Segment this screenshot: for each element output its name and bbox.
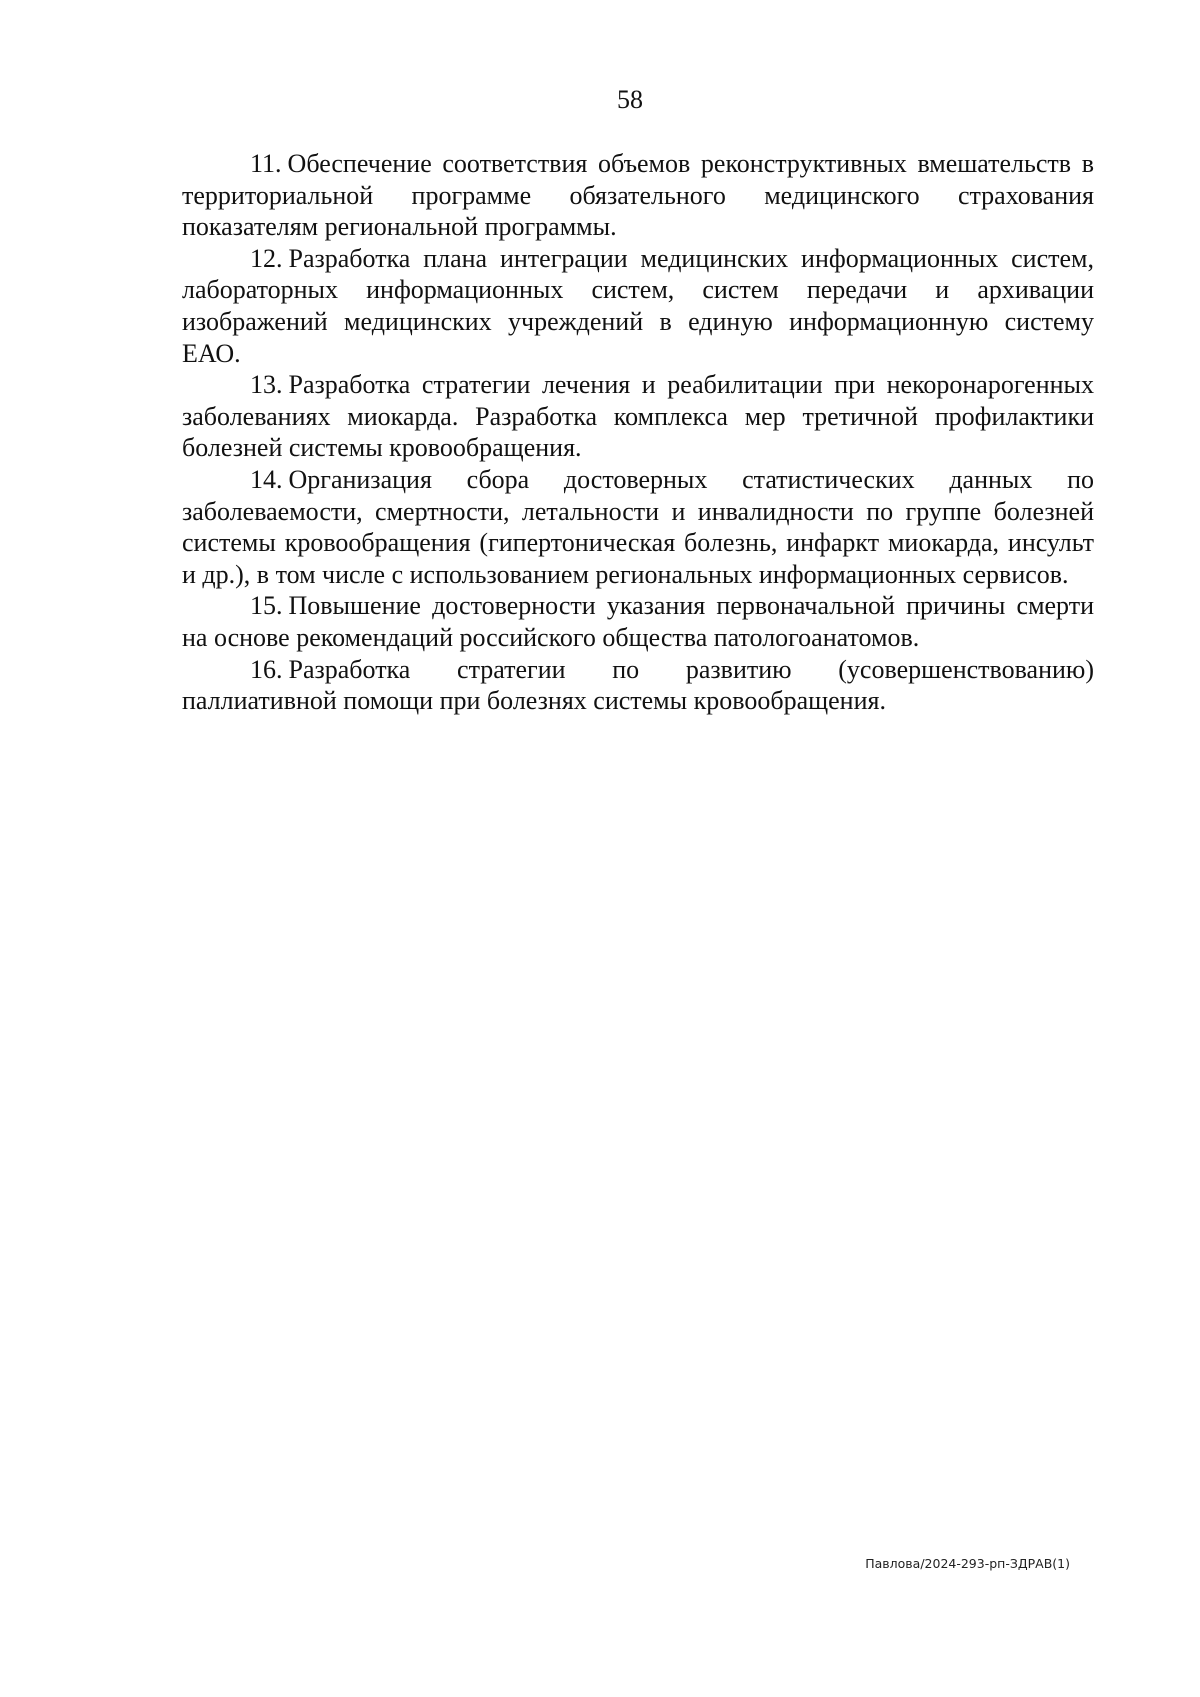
item-text: Разработка стратегии лечения и реабилитации при некоронарогенных заболеваниях миокарда. Разработка комплекса мер третичной профилактики болезней системы кровообращения. [182, 370, 1094, 463]
page-number: 58 [617, 85, 643, 114]
list-item-12 [182, 243, 1094, 369]
list-item-15 [182, 590, 1094, 653]
item-number: 11. [250, 149, 282, 178]
item-number: 13. [250, 370, 283, 400]
list-item-13 [182, 369, 1094, 464]
item-number: 16. [250, 654, 283, 684]
list-item-16 [182, 654, 1094, 717]
item-text: Разработка плана интеграции медицинских информационных систем, лабораторных информационных систем, систем передачи и архивации изображений медицинских учреждений в единую информационную систему ЕАО. [182, 243, 1094, 368]
list-item-14 [182, 464, 1094, 590]
item-number: 15. [250, 591, 283, 621]
item-text: Организация сбора достоверных статистических данных по заболеваемости, смертности, летальности и инвалидности по группе болезней системы кровообращения (гипертоническая болезнь, инфаркт миокарда, инсульт и др.), в том числе с использованием региональных информационных сервисов. [182, 464, 1094, 589]
item-number: 14. [250, 464, 283, 494]
document-code: Павлова/2024-293-рп-ЗДРАВ(1) [865, 1556, 1070, 1571]
item-text: Обеспечение соответствия объемов реконструктивных вмешательств в территориальной программе обязательного медицинского страхования показателям региональной программы. [182, 149, 1094, 242]
item-text: Повышение достоверности указания первоначальной причины смерти на основе рекомендаций российского общества патологоанатомов. [182, 591, 1094, 652]
document-body [182, 148, 1094, 717]
item-number: 12. [250, 243, 283, 273]
list-item-11 [182, 148, 1094, 243]
item-text: Разработка стратегии по развитию (усовершенствованию) паллиативной помощи при болезнях системы кровообращения. [182, 654, 1094, 716]
